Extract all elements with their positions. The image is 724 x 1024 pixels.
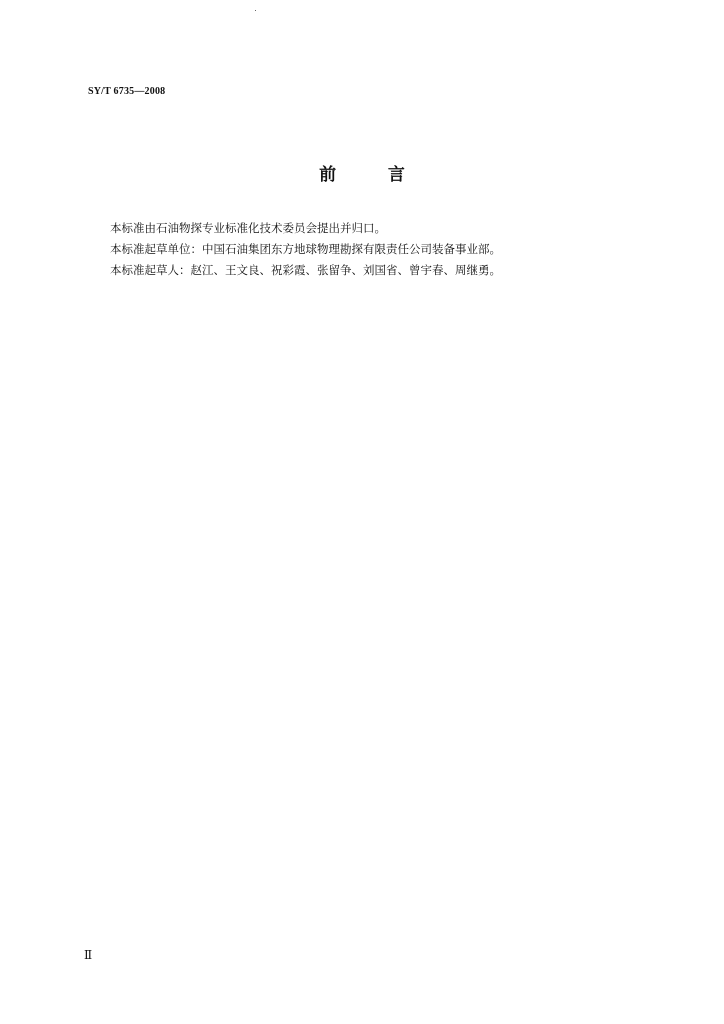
title-char-2: 言	[387, 165, 405, 185]
page-title	[0, 160, 724, 185]
foreword-line-drafters: 本标准起草人：赵江、王文良、祝彩霞、张留争、刘国省、曾宇春、周继勇。	[110, 263, 501, 277]
page-number: Ⅱ	[84, 948, 93, 962]
foreword-line-drafting-unit: 本标准起草单位：中国石油集团东方地球物理勘探有限责任公司装备事业部。	[110, 242, 501, 256]
title-char-1: 前	[319, 165, 337, 185]
standard-code: SY/T 6735—2008	[88, 86, 166, 97]
foreword-line-proposer: 本标准由石油物探专业标准化技术委员会提出并归口。	[110, 221, 386, 235]
foreword-body	[110, 218, 630, 281]
scan-speck	[255, 10, 256, 11]
